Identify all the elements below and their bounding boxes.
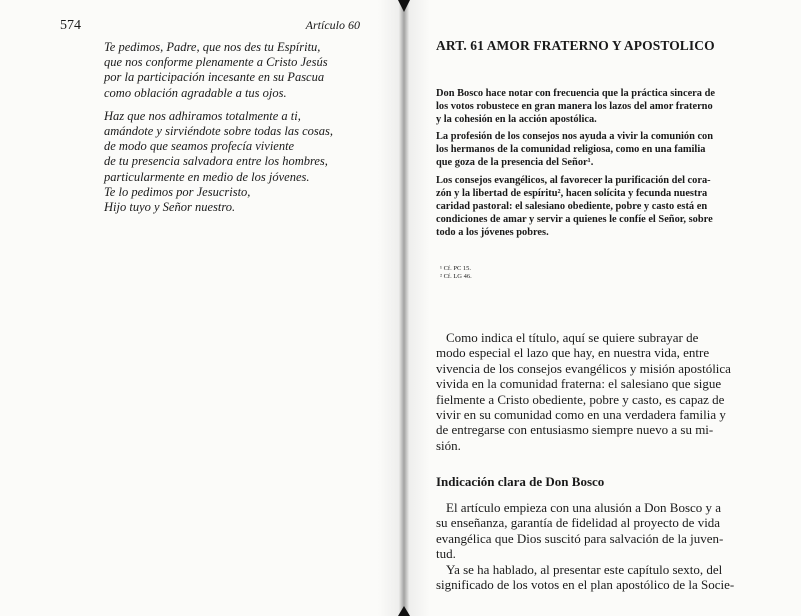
prayer-line: Hijo tuyo y Señor nuestro. [104,200,236,215]
commentary-line: fielmente a Cristo obediente, pobre y casto, es capaz de [436,391,725,407]
prayer-paragraph [104,109,374,215]
section-line: evangélica que Dios suscitó para salvación de la juven- [436,530,724,546]
article-line: condiciones de amar y servir a quienes le confíe el Señor, sobre [436,213,713,225]
running-head: Artículo 60 [305,18,360,32]
prayer-line: por la participación incesante en su Pascua [104,70,325,85]
article-line: y la cohesión en la acción apostólica. [436,114,597,126]
article-line: Los consejos evangélicos, al favorecer la purificación del cora- [436,174,711,186]
article-title: ART. 61 AMOR FRATERNO Y APOSTOLICO [436,38,715,53]
article-line: los votos robustece en gran manera los lazos del amor fraterno [436,101,713,113]
section-line: significado de los votos en el plan apostólico de la Socie- [436,577,735,593]
article-line: La profesión de los consejos nos ayuda a vivir la comunión con [436,131,714,143]
prayer-line: amándote y sirviéndote sobre todas las cosas, [104,124,334,139]
prayer-line: de modo que seamos profecía viviente [104,139,295,154]
section-text [436,500,758,592]
article-line: todo a los jóvenes pobres. [436,226,549,238]
article-line: que goza de la presencia del Señor¹. [436,157,594,169]
commentary-line: Como indica el título, aquí se quiere subrayar de [446,330,699,345]
prayer-paragraph [104,40,374,101]
article-paragraph [436,87,756,126]
section-line: Ya se ha hablado, al presentar este capítulo sexto, del [446,561,723,577]
book-gutter [378,0,430,616]
article-line: los hermanos de la comunidad religiosa, como en una familia [436,144,706,156]
commentary-line: modo especial el lazo que hay, en nuestra vida, entre [436,345,710,361]
prayer-line: particularmente en medio de los jóvenes. [104,169,310,184]
article-line: zón y la libertad de espíritu², hacen solícita y fecunda nuestra [436,187,708,199]
section-line: su enseñanza, garantía de fidelidad al proyecto de vida [436,515,721,531]
section-line: El artículo empieza con una alusión a Don Bosco y a [446,500,722,515]
prayer-line: que nos conforme plenamente a Cristo Jesús [104,55,328,70]
footnote: ² Cf. LG 46. [440,273,472,280]
article-paragraph [436,130,756,169]
prayer-text [104,40,374,223]
commentary-line: sión. [436,437,461,453]
commentary-line: vivir en su comunidad como en una verdadera familia y [436,407,726,423]
section-line: tud. [436,546,456,562]
prayer-line: Te pedimos, Padre, que nos des tu Espíritu, [104,40,321,54]
section-paragraph [436,500,758,562]
page-number: 574 [60,18,81,33]
prayer-line: de tu presencia salvadora entre los hombres, [104,154,328,169]
prayer-line: Te lo pedimos por Jesucristo, [104,184,251,199]
article-line: Don Bosco hace notar con frecuencia que la práctica sincera de [436,88,715,99]
prayer-line: Haz que nos adhiramos totalmente a ti, [104,108,301,123]
section-heading: Indicación clara de Don Bosco [436,474,605,489]
commentary-paragraph [436,330,758,453]
commentary-line: vivencia de los consejos evangélicos y misión apostólica [436,360,731,376]
footnotes [440,265,472,281]
article-paragraph [436,174,756,239]
article-text [436,87,756,243]
commentary-line: de entregarse con entusiasmo siempre nuevo a su mi- [436,422,714,438]
article-line: caridad pastoral: el salesiano obediente, pobre y casto está en [436,200,708,212]
prayer-line: como oblación agradable a tus ojos. [104,85,287,100]
commentary-line: vivida en la comunidad fraterna: el salesiano que sigue [436,376,722,392]
section-paragraph [436,562,758,593]
footnote: ¹ Cf. PC 15. [440,265,472,272]
